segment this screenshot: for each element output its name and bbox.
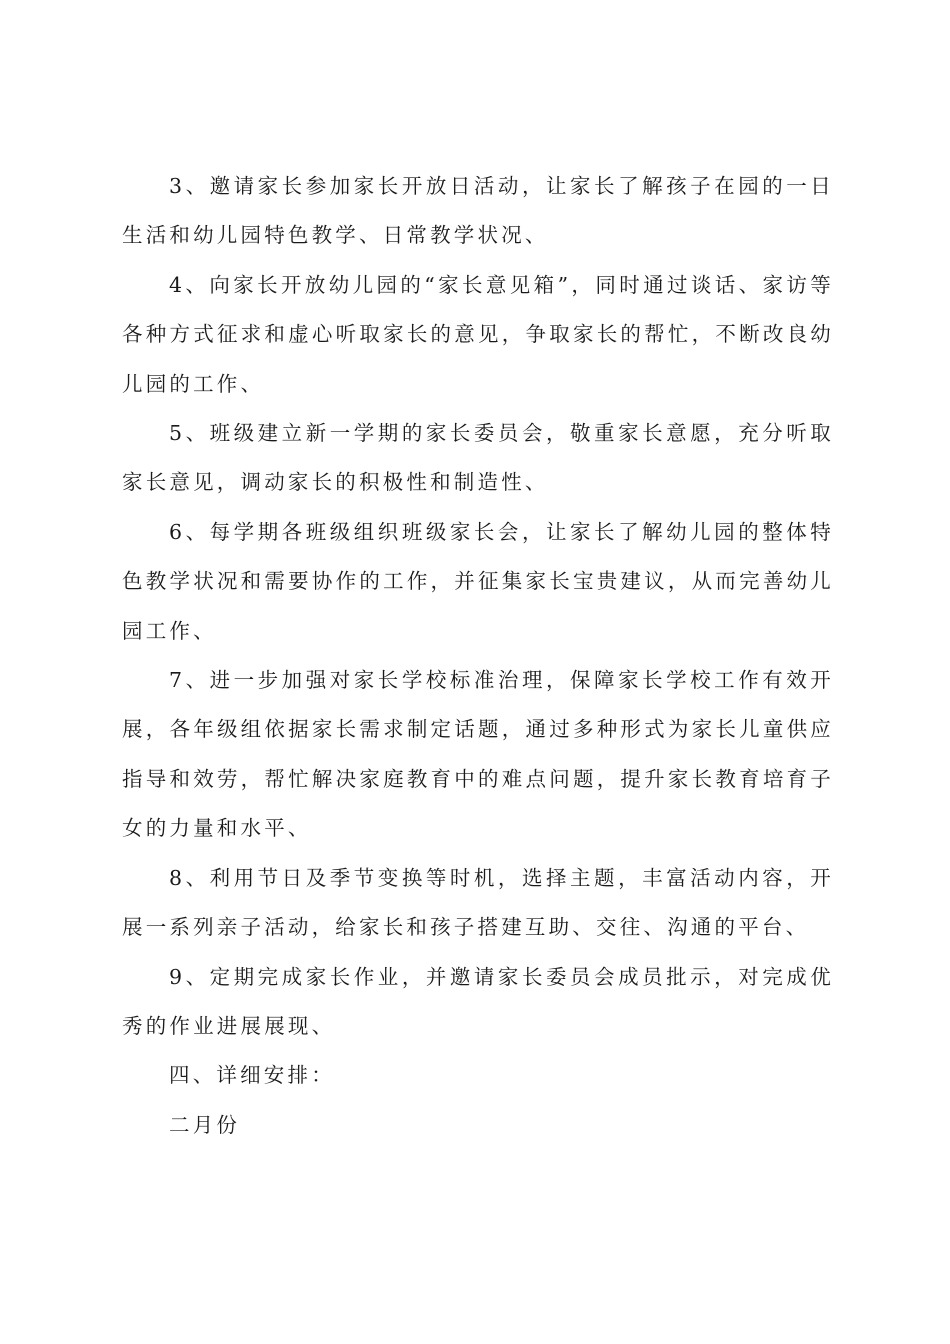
- paragraph-item-7: 7、进一步加强对家长学校标准治理，保障家长学校工作有效开展，各年级组依据家长需求制定话题，通过多种形式为家长儿童供应指导和效劳，帮忙解决家庭教育中的难点问题，提升家长教育培育子女的力量和水平、: [122, 668, 834, 841]
- paragraph-item-4: 4、向家长开放幼儿园的“家长意见箱”，同时通过谈话、家访等各种方式征求和虚心听取家长的意见，争取家长的帮忙，不断改良幼儿园的工作、: [122, 272, 834, 396]
- month-heading: 二月份: [169, 1112, 241, 1137]
- document-body: [122, 162, 834, 1150]
- paragraph-item-9: 9、定期完成家长作业，并邀请家长委员会成员批示，对完成优秀的作业进展展现、: [122, 964, 834, 1038]
- paragraph-item-5: 5、班级建立新一学期的家长委员会，敬重家长意愿，充分听取家长意见，调动家长的积极性和制造性、: [122, 421, 834, 495]
- paragraph-item-8: 8、利用节日及季节变换等时机，选择主题，丰富活动内容，开展一系列亲子活动，给家长和孩子搭建互助、交往、沟通的平台、: [122, 865, 834, 940]
- paragraph-item-3: 3、邀请家长参加家长开放日活动，让家长了解孩子在园的一日生活和幼儿园特色教学、日常教学状况、: [122, 174, 834, 248]
- section-heading: 四、详细安排：: [169, 1063, 335, 1088]
- paragraph-item-6: 6、每学期各班级组织班级家长会，让家长了解幼儿园的整体特色教学状况和需要协作的工作，并征集家长宝贵建议，从而完善幼儿园工作、: [122, 519, 834, 643]
